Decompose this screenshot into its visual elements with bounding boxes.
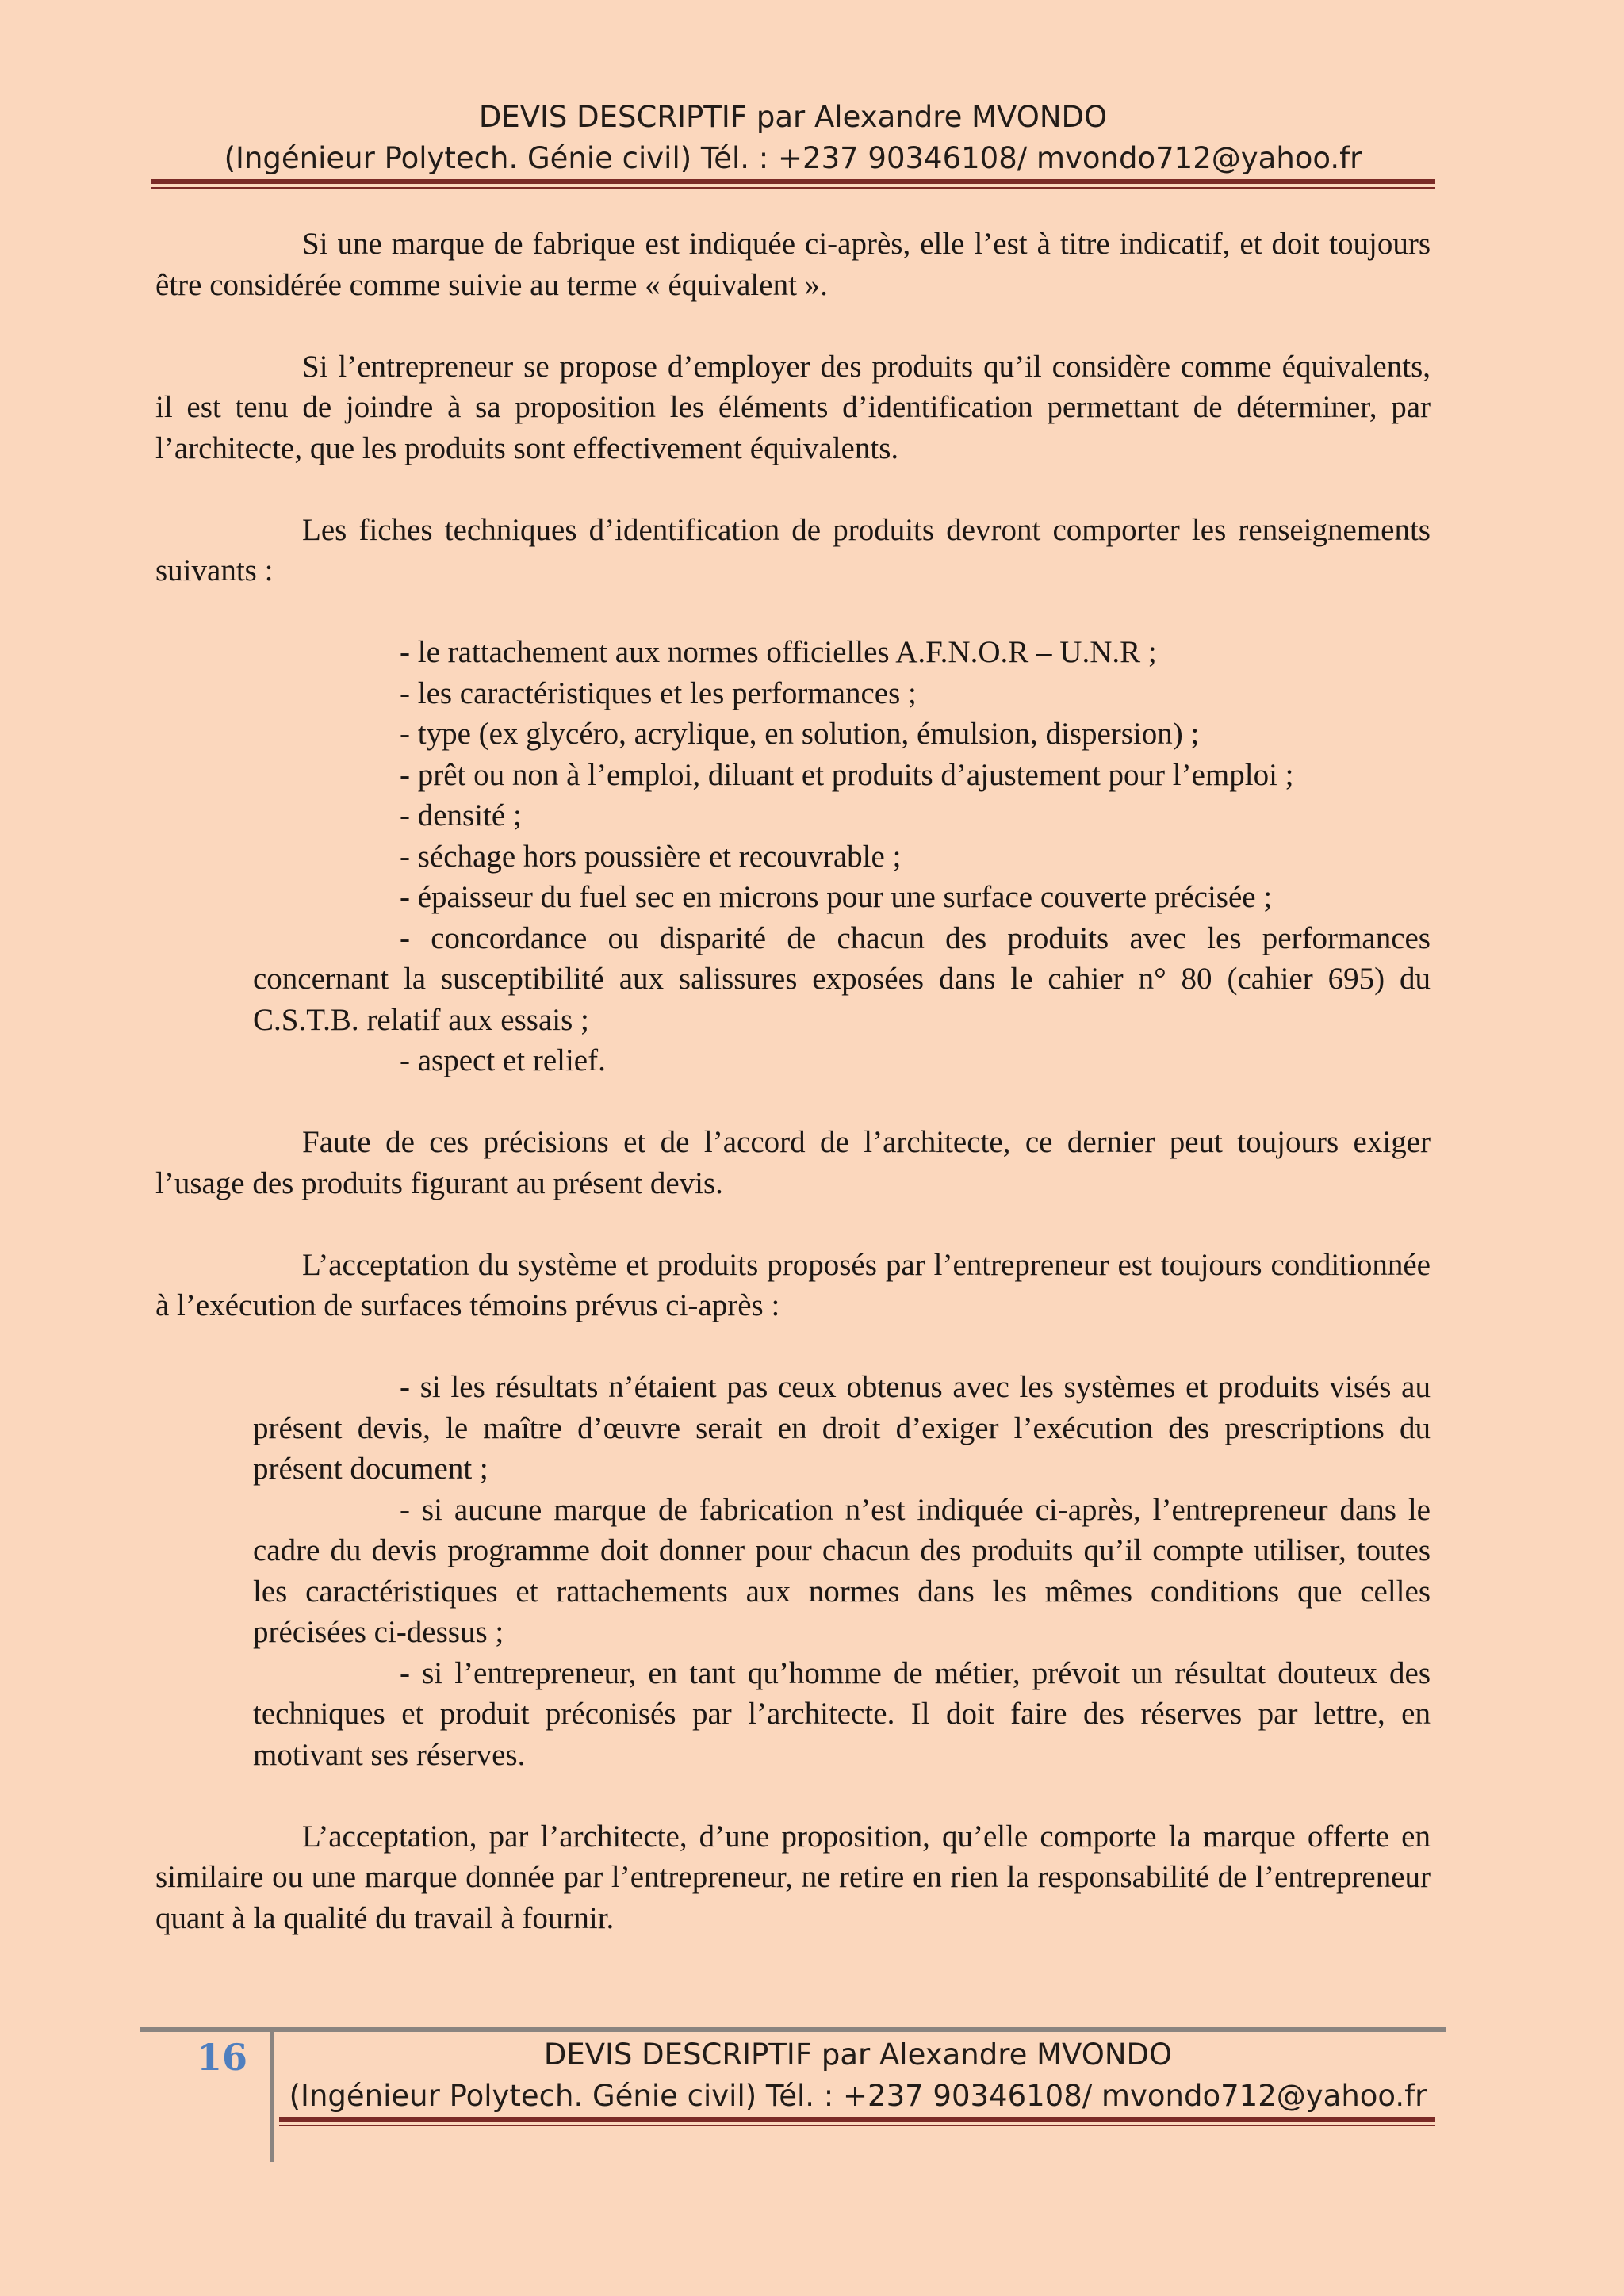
paragraph: Les fiches techniques d’identification de produits devront comporter les renseignements suivants : [155,512,1431,587]
list-item: - prêt ou non à l’emploi, diluant et produits d’ajustement pour l’emploi ; [400,757,1294,792]
list-item: - si aucune marque de fabrication n’est indiquée ci-après, l’entrepreneur dans le cadre du devis programme doit donner pour chacun des produits qu’il compte utiliser, toutes les caractéristiques et rattachements aux normes dans les mêmes conditions que celles précisées ci-dessus ; [253,1492,1431,1649]
footer-rule-thin [279,2125,1435,2126]
header-rule-thick [151,179,1435,184]
footer-vertical-rule [270,2027,274,2162]
page-number: 16 [196,2036,247,2079]
document-body [155,224,1431,1980]
list-item: - les caractéristiques et les performances ; [400,675,917,710]
product-info-list [155,632,1431,1081]
list-item: - densité ; [400,798,522,832]
paragraph: Faute de ces précisions et de l’accord de l’architecte, ce dernier peut toujours exiger l’usage des produits figurant au présent devis. [155,1125,1431,1200]
list-item: - séchage hors poussière et recouvrable ; [400,839,902,874]
paragraph: Si l’entrepreneur se propose d’employer des produits qu’il considère comme équivalents, il est tenu de joindre à sa proposition les éléments d’identification permettant de déterminer, par l’architecte, que les produits sont effectivement équivalents. [155,349,1431,465]
list-item: - aspect et relief. [400,1043,606,1077]
footer-top-rule [140,2027,1446,2032]
list-item: - si l’entrepreneur, en tant qu’homme de métier, prévoit un résultat douteux des techniques et produit préconisés par l’architecte. Il doit faire des réserves par lettre, en motivant ses réserves. [253,1655,1431,1772]
paragraph: L’acceptation, par l’architecte, d’une proposition, qu’elle comporte la marque offerte en similaire ou une marque donnée par l’entrepreneur, ne retire en rien la responsabilité de l’entrepreneur quant à la qualité du travail à fournir. [155,1819,1431,1935]
header-line-2: (Ingénieur Polytech. Génie civil) Tél. : +237 90346108/ mvondo712@yahoo.fr [224,141,1362,175]
header-line-1: DEVIS DESCRIPTIF par Alexandre MVONDO [478,100,1108,134]
conditions-list [155,1367,1431,1775]
list-item: - le rattachement aux normes officielles A.F.N.O.R – U.N.R ; [400,635,1157,669]
paragraph: L’acceptation du système et produits proposés par l’entrepreneur est toujours conditionnée à l’exécution de surfaces témoins prévus ci-après : [155,1247,1431,1322]
list-item: - type (ex glycéro, acrylique, en solution, émulsion, dispersion) ; [400,717,1200,751]
footer-line-1: DEVIS DESCRIPTIF par Alexandre MVONDO [543,2038,1173,2072]
footer-line-2: (Ingénieur Polytech. Génie civil) Tél. : +237 90346108/ mvondo712@yahoo.fr [289,2079,1427,2113]
page-footer [279,2034,1437,2117]
footer-rule-thick [279,2117,1435,2122]
list-item: - épaisseur du fuel sec en microns pour une surface couverte précisée ; [400,880,1273,914]
header-rule-thin [151,187,1435,189]
list-item: - si les résultats n’étaient pas ceux obtenus avec les systèmes et produits visés au présent devis, le maître d’œuvre serait en droit d’exiger l’exécution des prescriptions du présent document ; [253,1370,1431,1486]
paragraph: Si une marque de fabrique est indiquée ci-après, elle l’est à titre indicatif, et doit toujours être considérée comme suivie au terme « équivalent ». [155,227,1431,302]
page-header [151,97,1435,179]
list-item: - concordance ou disparité de chacun des produits avec les performances concernant la susceptibilité aux salissures exposées dans le cahier n° 80 (cahier 695) du C.S.T.B. relatif aux essais ; [253,920,1431,1037]
